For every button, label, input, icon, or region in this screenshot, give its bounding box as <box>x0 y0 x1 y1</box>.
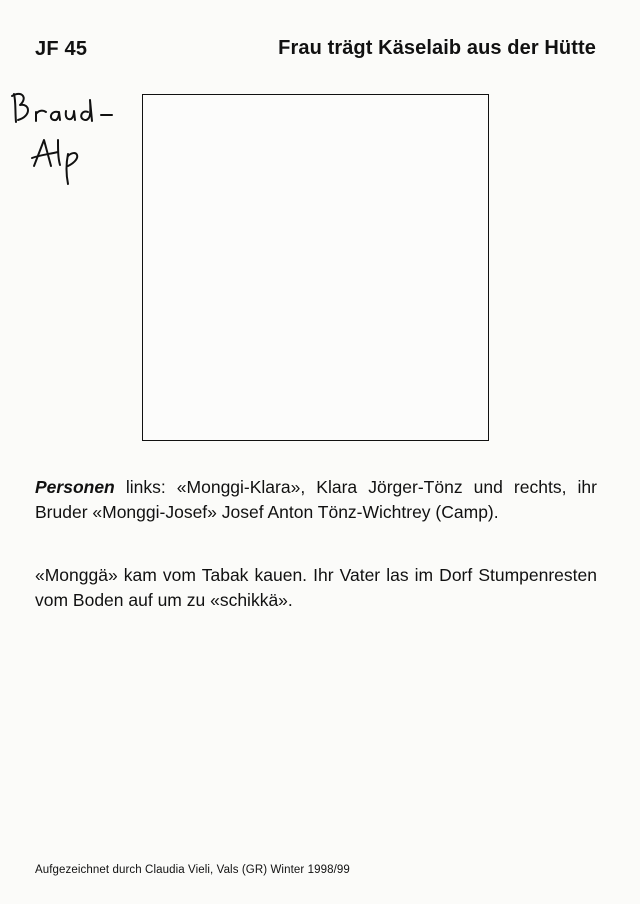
persons-text: links: «Monggi-Klara», Klara Jörger-Tönz und rechts, ihr Bruder «Monggi-Josef» Josef Anton Tönz-Wichtrey (Camp). <box>35 477 597 522</box>
persons-label: Personen <box>35 477 115 497</box>
handwritten-note-drawing <box>6 88 136 198</box>
card-title: Frau trägt Käselaib aus der Hütte <box>278 37 596 59</box>
handwritten-note <box>6 88 136 198</box>
card-id: JF 45 <box>35 38 88 60</box>
persons-paragraph <box>35 475 597 525</box>
footer-credit: Aufgezeichnet durch Claudia Vieli, Vals (GR) Winter 1998/99 <box>35 864 350 876</box>
photo-placeholder <box>142 94 489 441</box>
note-paragraph: «Monggä» kam vom Tabak kauen. Ihr Vater las im Dorf Stumpenresten vom Boden auf um zu «schikkä». <box>35 565 597 610</box>
